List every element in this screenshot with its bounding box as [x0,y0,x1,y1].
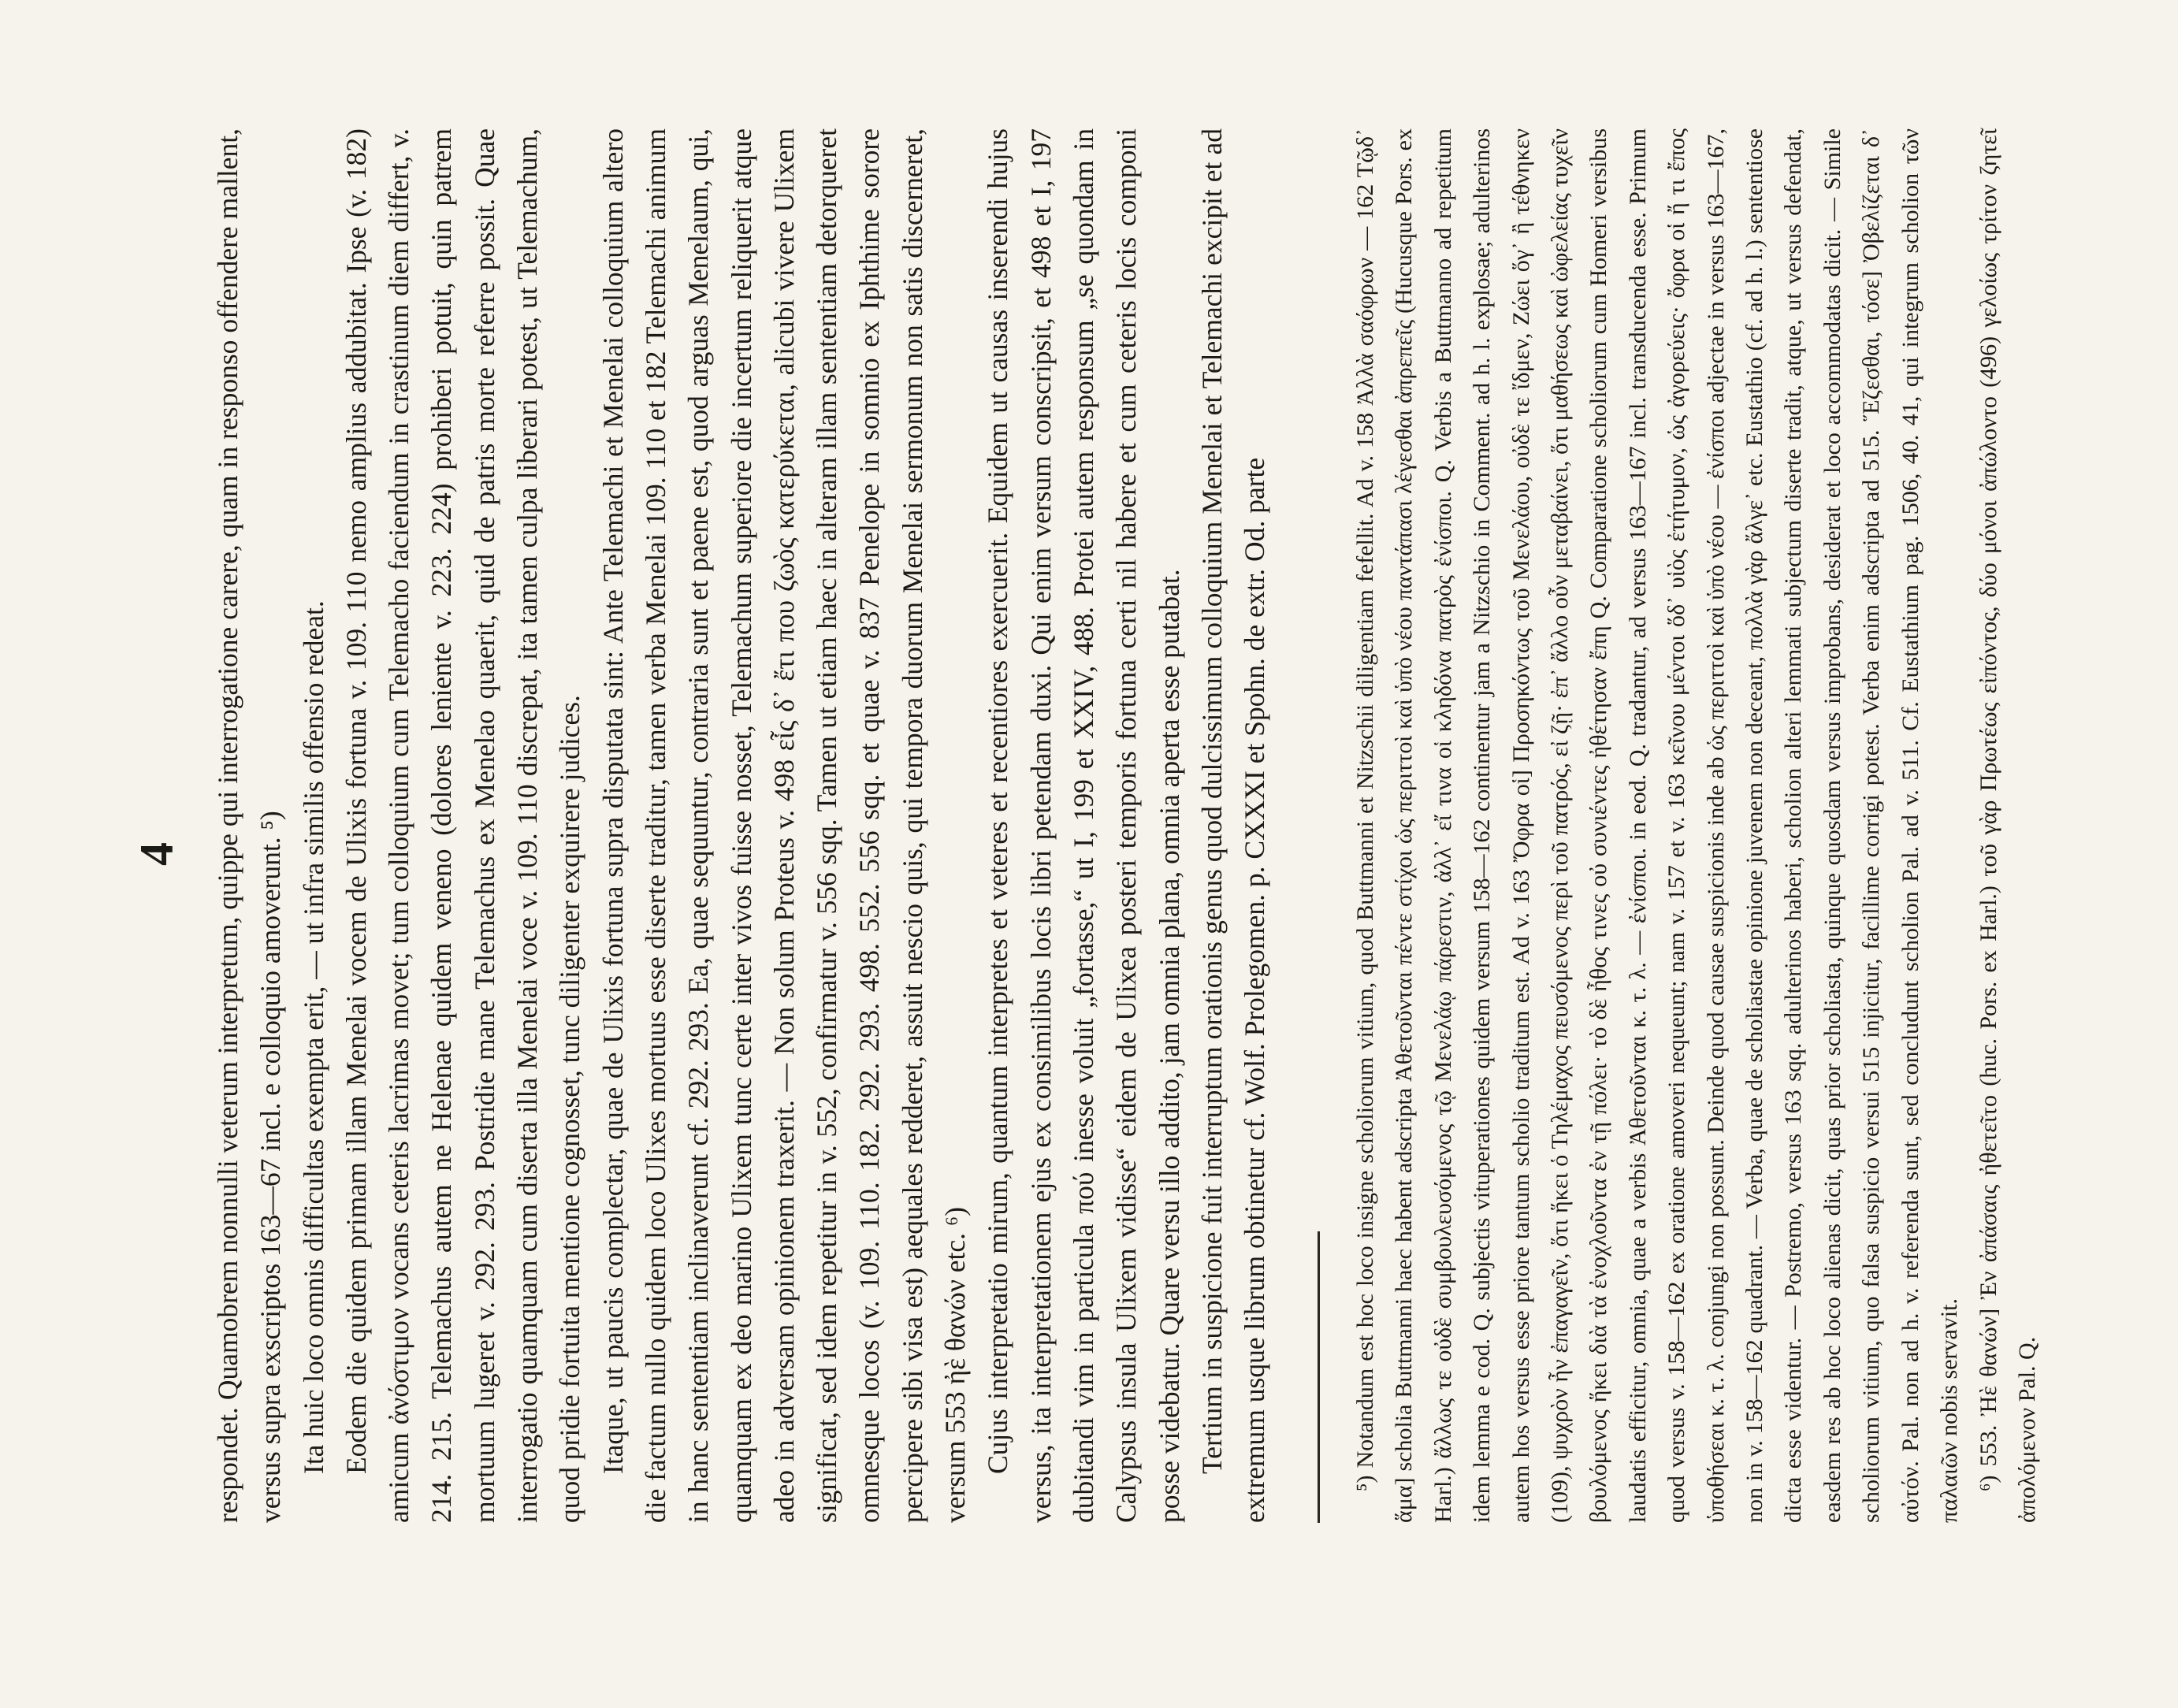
footnote: ⁶) 553. Ἠὲ θανών] Ἐν ἀπάσαις ἠθετεῖτο (huc. Pors. ex Harl.) τοῦ γὰρ Πρωτέως εἰπόντος, δύο μόνοι ἀπώλοντο (496) γελοίως τρίτον ζητεῖ ἀπολόμενον Pal. Q. [1975,128,2040,1523]
footnotes [1346,128,2046,1523]
paragraph: Ita huic loco omnis difficultas exempta erit, — ut infra similis offensio redeat. [297,600,329,1474]
paragraph: Eodem die quidem primam illam Menelai vocem de Ulixis fortuna v. 109. 110 nemo amplius addubitat. Ipse (v. 182) amicum ἀνόστιμον vocans ceteris lacrimas movet; tum colloquium cum Telemacho faciendum in crastinum diem differt, v. 214. 215. Telemachus autem ne Helenae quidem veneno (dolores leniente v. 223. 224) prohiberi potuit, quin patrem mortuum lugeret v. 292. 293. Postridie mane Telemachus ex Menelao quaerit, quid de patris morte referre possit. Quae interrogatio quamquam cum diserta illa Menelai voce v. 109. 110 discrepat, ita tamen culpa liberari potest, ut Telemachum, quod pridie fortuita mentione cognosset, tunc diligenter exquirere judices. [340,128,586,1523]
paragraph: respondet. Quamobrem nonnulli veterum interpretum, quippe qui interrogatione carere, quam in responso offendere mallent, versus supra exscriptos 163—67 incl. e colloquio amoverunt. ⁵) [212,128,287,1523]
paragraph: Itaque, ut paucis complectar, quae de Ulixis fortuna supra disputata sint: Ante Telemachi et Menelai colloquium altero die factum nullo quidem loco Ulixes mortuus esse diserte traditur, tamen verba Menelai 109. 110 et 182 Telemachi animum in hanc sententiam inclinaverunt cf. 292. 293. Ea, quae sequuntur, contraria sunt et paene est, quod arguas Menelaum, qui, quamquam ex deo marino Ulixem tunc certe inter vivos fuisse nosset, Telemachum superiore die incertum reliquerit atque adeo in adversam opinionem traxerit. — Non solum Proteus v. 498 εἷς δ᾽ ἔτι που ζωὸς κατερύκεται, alicubi vivere Ulixem significat, sed idem repetitur in v. 552, confirmatur v. 556 sqq. Tamen ut etiam haec in alteram illam sententiam detorqueret omnesque locos (v. 109. 110. 182. 292. 293. 498. 552. 556 sqq. et quae v. 837 Penelope in somnio ex Iphthime sorore percipere sibi visa est) aequales redderet, assuit nescio quis, qui tempora duorum Menelai sermonum non satis discerneret, versum 553 ἠὲ θανών etc. ⁶) [597,128,972,1523]
footnote: ⁵) Notandum est hoc loco insigne scholiorum vitium, quod Buttmanni et Nitzschii diligentiam fefellit. Ad v. 158 Ἀλλὰ σαόφρων — 162 Τῷδ᾽ ἅμα] scholia Buttmanni haec habent adscripta Ἀθετοῦνται πέντε στίχοι ὡς περιττοὶ καὶ ὑπὸ νέου παντάπασι λέγεσθαι ἀπρεπεῖς (Hucusque Pors. ex Harl.) ἄλλως τε οὐδὲ συμβουλευσόμενος τῷ Μενελάῳ πάρεστιν, ἀλλ᾽ εἴ τινα οἱ κληδόνα πατρὸς ἐνίσποι. Q. Verbis a Buttmanno ad repetitum idem lemma e cod. Q. subjectis vituperationes quidem versum 158—162 continentur jam a Nitzschio in Comment. ad h. l. explosae; adulterinos autem hos versus esse priore tantum scholio traditum est. Ad v. 163 Ὄφρα οἱ] Προσηκόντως τοῦ Μενελάου, οὐδὲ τε ἴδμεν, Ζώει ὅγ᾽ ἢ τέθνηκεν (109), ψυχρὸν ἦν ἐπαγαγεῖν, ὅτι ἥκει ὁ Τηλέμαχος πευσόμενος περὶ τοῦ πατρός, εἰ ζῇ· ἐπ᾽ ἄλλο οὖν μεταβαίνει, ὅτι μαθήσεως καὶ ὠφελείας τυχεῖν βουλόμενος ἥκει διὰ τὰ ἐνοχλοῦντα ἐν τῇ πόλει· τὸ δὲ ἦθος τινες οὐ συνιέντες ἠθέτησαν ἔπη Q. Comparatione scholiorum cum Homeri versibus laudatis efficitur, omnia, quae a verbis Ἀθετοῦνται κ. τ. λ. — ἐνίσποι. in eod. Q. tradantur, ad versus 163—167 incl. transducenda esse. Primum quod versus v. 158—162 ex oratione amoveri nequeunt; nam v. 157 et v. 163 κεῖνου μέντοι ὅδ᾽ υἱὸς ἐτήτυμον, ὡς ἀγορεύεις· ὄφρα οἱ ἤ τι ἔπος ὑποθήσεαι κ. τ. λ. conjungi non possunt. Deinde quod causae suspicionis inde ab ὡς περιττοὶ καὶ ὑπὸ νέου — ἐνίσποι adjectae in versus 163—167, non in v. 158—162 quadrant. — Verba, quae de scholiastae opinione juvenem non deceant, πολλὰ γὰρ ἄλγε᾽ etc. Eustathio (cf. ad h. l.) sententiose dicta esse videntur. — Postremo, versus 163 sqq. adulterinos haberi, scholion alteri lemmati subjectum diserte tradit, atque, ut versus defendat, easdem res ab hoc loco alienas dicit, quas prior scholiasta, quinque quosdam versus improbans, desiderat et loco accommodatas dicit. — Simile scholiorum vitium, quo falsa suspicio versui 515 injicitur, facillime corrigi potest. Verba enim adscripta ad 515. Ἕζεσθαι, τόσε] Ὀβελίζεται δ᾽ αὐτόν. Pal. non ad h. v. referenda sunt, sed concludunt scholion Pal. ad v. 511. Cf. Eustathium pag. 1506, 40. 41, qui integrum scholion τῶν παλαιῶν nobis servavit. [1352,128,1963,1523]
paragraph: Cujus interpretatio mirum, quantum interpretes et veteres et recentiores exercuerit. Equidem ut causas inserendi hujus versus, ita interpretationem ejus ex consimilibus locis libri petendam duxi. Qui enim versum conscripsit, et 498 et I, 197 dubitandi vim in particula πού inesse voluit „fortasse,“ ut I, 199 et XXIV, 488. Protei autem responsum „se quondam in Calypsus insula Ulixem vidisse“ eidem de Ulixea posteri temporis fortuna certi nil habere et cum ceteris locis componi posse videbatur. Quare versu illo addito, jam omnia plana, omnia aperta esse putabat. [982,128,1185,1523]
paragraph: Tertium in suspicione fuit interruptum orationis genus quod dulcissimum colloquium Menelai et Telemachi excipit et ad extremum usque librum obtinetur cf. Wolf. Prolegomen. p. CXXXI et Spohn. de extr. Od. parte [1195,128,1271,1523]
main-text [206,128,1276,1523]
page-number: 4 [131,842,183,866]
footnote-divider [1318,1231,1320,1523]
